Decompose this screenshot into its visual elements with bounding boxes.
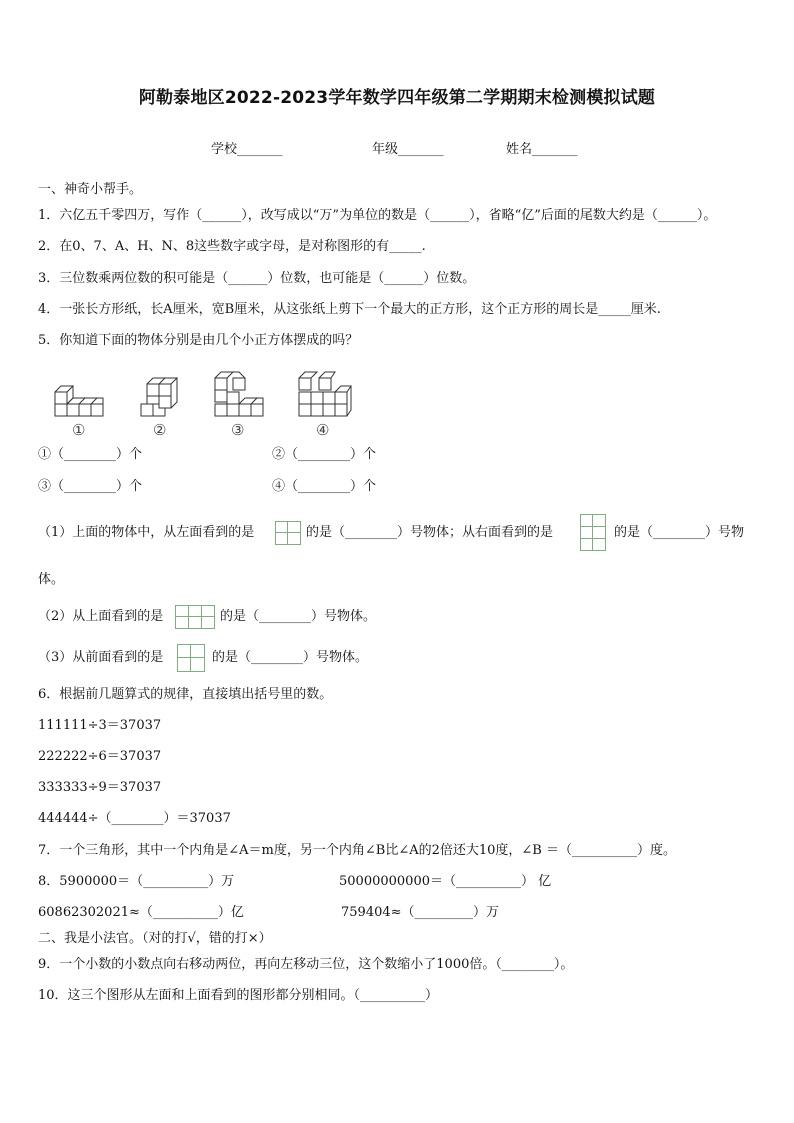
figure-label-4: ④ [316, 421, 330, 439]
question-1: 1．六亿五千零四万，写作（______），改写成以“万”为单位的数是（______），省略“亿”后面的尾数大约是（______）。 [38, 208, 717, 223]
left-view-grid [275, 521, 301, 545]
equation-2: 222222÷6＝37037 [38, 749, 162, 764]
question-8-part-c: 60862302021≈（__________）亿 [38, 905, 244, 920]
grade-field: 年级_______ [372, 142, 444, 157]
answer-figure-4: ④（________）个 [272, 479, 377, 494]
question-7: 7．一个三角形，其中一个内角是∠A＝m度，另一个内角∠B比∠A的2倍还大10度，∠B ＝（__________）度。 [38, 843, 676, 858]
question-8-part-a: 8．5900000＝（__________）万 [38, 874, 235, 889]
top-view-grid [175, 605, 215, 629]
sub-question-1-part-a: （1）上面的物体中，从左面看到的是 [38, 525, 255, 540]
section-2-heading: 二、我是小法官。（对的打√，错的打×） [38, 931, 272, 946]
sub-question-1-part-d: 体。 [38, 572, 65, 587]
equation-4: 444444÷（________）＝37037 [38, 811, 231, 826]
question-6: 6．根据前几题算式的规律，直接填出括号里的数。 [38, 687, 333, 702]
equation-3: 333333÷9＝37037 [38, 780, 162, 795]
question-2: 2．在0、7、A、H、N、8这些数字或字母，是对称图形的有_____. [38, 239, 426, 254]
question-10: 10．这三个图形从左面和上面看到的图形都分别相同。（__________） [38, 988, 439, 1003]
figure-label-1: ① [72, 421, 86, 439]
front-view-grid [177, 644, 205, 672]
sub-question-2-part-b: 的是（________）号物体。 [220, 609, 377, 624]
equation-1: 111111÷3＝37037 [38, 718, 162, 733]
figure-label-3: ③ [231, 421, 245, 439]
page-title: 阿勒泰地区2022-2023学年数学四年级第二学期期末检测模拟试题 [138, 88, 656, 108]
sub-question-1-part-b: 的是（________）号物体；从右面看到的是 [306, 525, 554, 540]
question-8-part-b: 50000000000＝（__________） 亿 [339, 874, 552, 889]
cube-figure-4 [297, 364, 353, 422]
answer-figure-1: ①（________）个 [38, 447, 143, 462]
question-4: 4．一张长方形纸，长A厘米，宽B厘米，从这张纸上剪下一个最大的正方形，这个正方形的周长是_____厘米. [38, 302, 661, 317]
sub-question-2-part-a: （2）从上面看到的是 [38, 609, 164, 624]
figure-label-2: ② [153, 421, 167, 439]
name-field: 姓名_______ [506, 142, 578, 157]
answer-figure-3: ③（________）个 [38, 479, 143, 494]
right-view-grid [580, 514, 606, 551]
cube-figure-3 [213, 364, 265, 422]
question-5: 5．你知道下面的物体分别是由几个小正方体摆成的吗？ [38, 333, 359, 348]
cube-figure-1 [53, 378, 105, 422]
question-8-part-d: 759404≈（_________）万 [341, 905, 500, 920]
sub-question-3-part-a: （3）从前面看到的是 [38, 650, 164, 665]
sub-question-1-part-c: 的是（________）号物 [614, 525, 745, 540]
sub-question-3-part-b: 的是（________）号物体。 [212, 650, 369, 665]
cube-figure-2 [139, 370, 183, 422]
answer-figure-2: ②（________）个 [272, 447, 377, 462]
school-field: 学校_______ [211, 142, 283, 157]
section-1-heading: 一、神奇小帮手。 [38, 182, 143, 197]
question-3: 3．三位数乘两位数的积可能是（______）位数，也可能是（______）位数。 [38, 271, 476, 286]
question-9: 9．一个小数的小数点向右移动两位，再向左移动三位，这个数缩小了1000倍。（________）。 [38, 957, 574, 972]
